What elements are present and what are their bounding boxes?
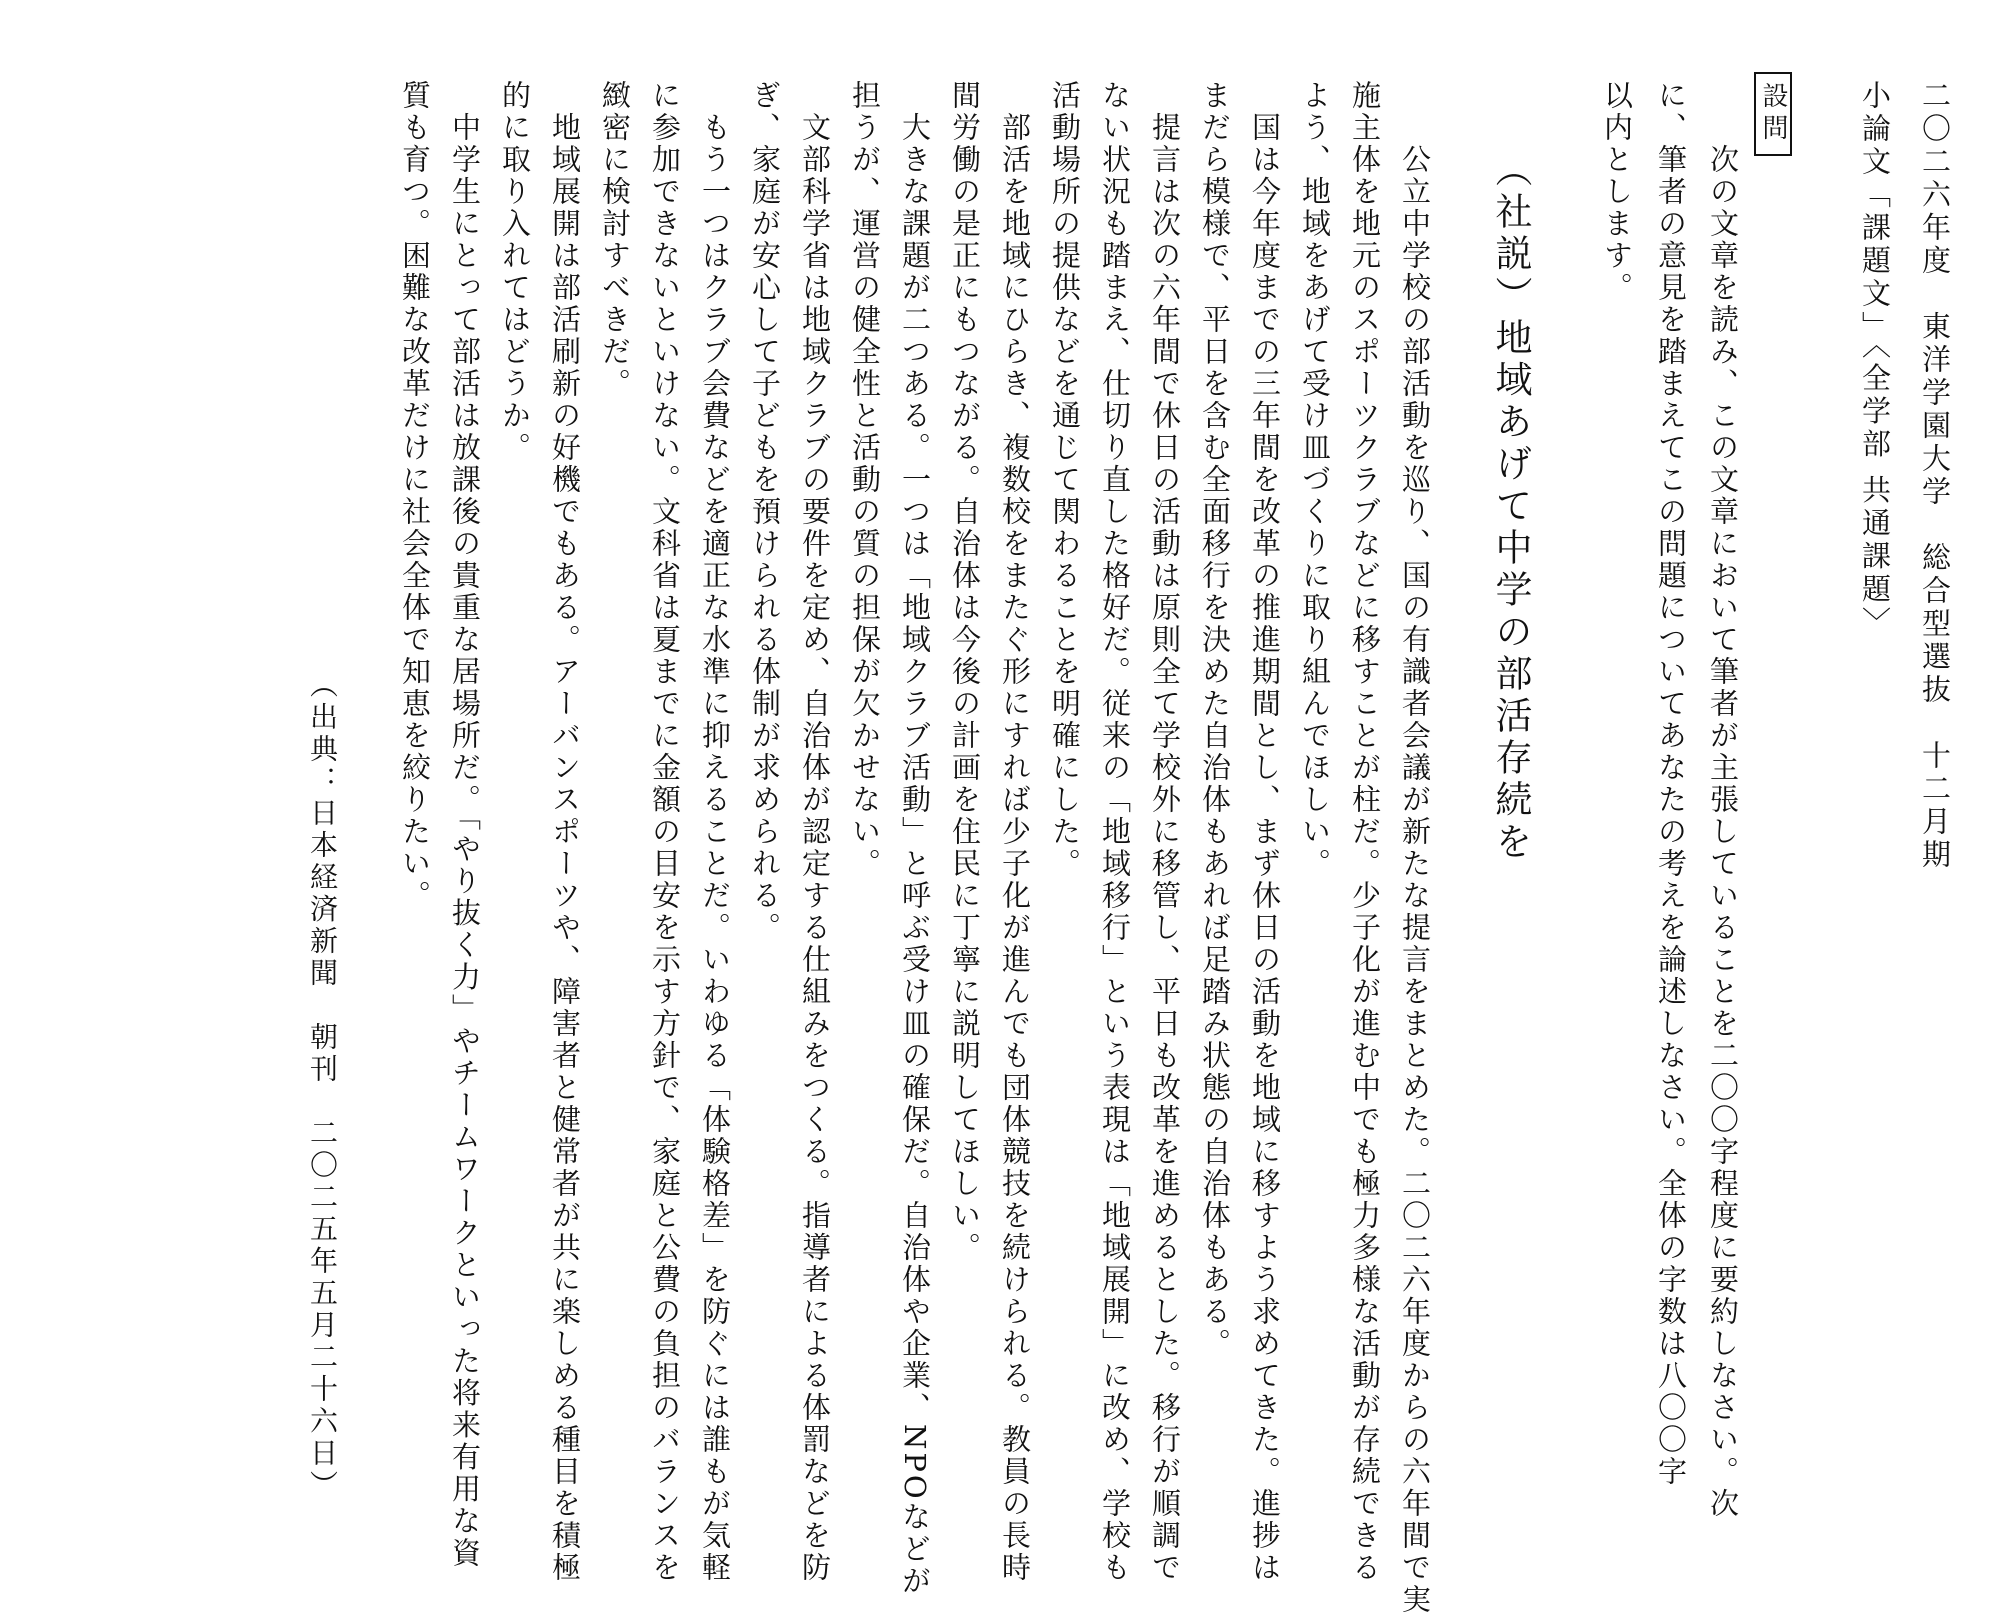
source-citation: （出典：日本経済新聞 朝刊 二〇二五年五月二十六日） [306,670,339,1502]
article-line: 間労働の是正にもつながる。自治体は今後の計画を住民に丁寧に説明してほしい。 [948,80,982,1264]
article-line: ぎ、家庭が安心して子どもを預けられる体制が求められる。 [748,80,782,944]
question-line: に、筆者の意見を踏まえてこの問題についてあなたの考えを論述しなさい。全体の字数は八〇〇字 [1654,80,1688,1488]
article-line: 中学生にとって部活は放課後の貴重な居場所だ。「やり抜く力」やチームワークといった将来有用な資 [448,80,482,1570]
question-label: 設問 [1754,72,1792,156]
exam-subject: 小論文「課題文」〈全学部 共通課題〉 [1858,80,1892,640]
article-line: 的に取り入れてはどうか。 [498,80,532,464]
article-line: もう一つはクラブ会費などを適正な水準に抑えることだ。いわゆる「体験格差」を防ぐには誰もが気軽 [698,80,732,1584]
article-line: まだら模様で、平日を含む全面移行を決めた自治体もあれば足踏み状態の自治体もある。 [1198,80,1232,1360]
article-line: 大きな課題が二つある。一つは「地域クラブ活動」と呼ぶ受け皿の確保だ。自治体や企業、NPOなどが [898,80,932,1598]
article-line: 地域展開は部活刷新の好機でもある。アーバンスポーツや、障害者と健常者が共に楽しめる種目を積極 [548,80,582,1584]
article-line: ない状況も踏まえ、仕切り直した格好だ。従来の「地域移行」という表現は「地域展開」に改め、学校も [1098,80,1132,1584]
article-line: 部活を地域にひらき、複数校をまたぐ形にすれば少子化が進んでも団体競技を続けられる。教員の長時 [998,80,1032,1584]
article-line: 質も育つ。困難な改革だけに社会全体で知恵を絞りたい。 [398,80,432,912]
question-line: 以内とします。 [1600,80,1634,304]
article-line: 担うが、運営の健全性と活動の質の担保が欠かせない。 [848,80,882,880]
article-line: よう、地域をあげて受け皿づくりに取り組んでほしい。 [1298,80,1332,880]
article-title: （社説）地域あげて中学の部活存続を [1489,150,1532,864]
exam-title: 二〇二六年度 東洋学園大学 総合型選抜 十二月期 [1918,80,1952,872]
article-line: に参加できないといけない。文科省は夏までに金額の目安を示す方針で、家庭と公費の負担のバランスを [648,80,682,1584]
article-line: 施主体を地元のスポーツクラブなどに移すことが柱だ。少子化が進む中でも極力多様な活動が存続できる [1348,80,1382,1584]
article-line: 活動場所の提供などを通じて関わることを明確にした。 [1048,80,1082,880]
article-line: 提言は次の六年間で休日の活動は原則全て学校外に移管し、平日も改革を進めるとした。移行が順調で [1148,80,1182,1584]
article-line: 国は今年度までの三年間を改革の推進期間とし、まず休日の活動を地域に移すよう求めてきた。進捗は [1248,80,1282,1584]
question-line: 次の文章を読み、この文章において筆者が主張していることを二〇〇字程度に要約しなさい。次 [1706,112,1740,1520]
article-line: 緻密に検討すべきだ。 [598,80,632,400]
article-line: 文部科学省は地域クラブの要件を定め、自治体が認定する仕組みをつくる。指導者による体罰などを防 [798,80,832,1584]
article-line: 公立中学校の部活動を巡り、国の有識者会議が新たな提言をまとめた。二〇二六年度からの六年間で実 [1398,112,1432,1616]
